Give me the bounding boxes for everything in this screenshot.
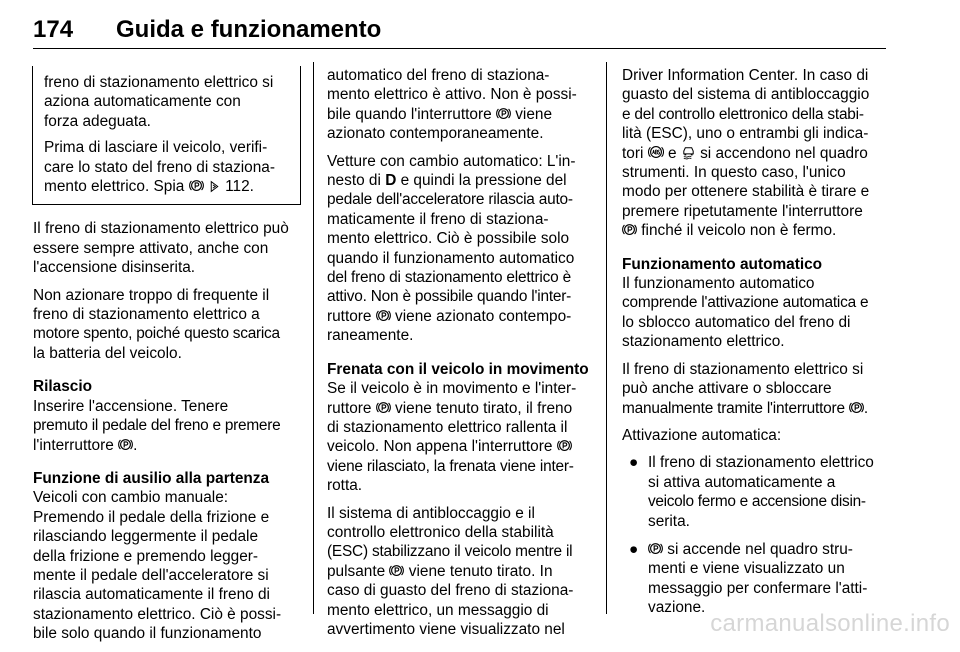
section-heading-funzionamento-automatico: Funzionamento automatico — [622, 255, 823, 273]
bullet-icon: ● — [629, 540, 639, 558]
paragraph: Il freno di stazionamento elettrico si può anche attivare o sbloccare manualmente tramite l'interruttore . — [622, 360, 868, 417]
paragraph: Il freno di stazionamento elettrico può essere sempre attivato, anche con l'accensione disinserita. — [33, 220, 289, 277]
parking-brake-icon — [648, 541, 663, 556]
parking-brake-icon — [557, 438, 572, 453]
parking-brake-icon — [496, 106, 511, 121]
paragraph: automatico del freno di staziona- mento elettrico è attivo. Non è possi- bile quando l'interruttore viene azionato contemporaneamente. — [327, 67, 577, 143]
paragraph: Inserire l'accensione. Tenere premuto il pedale del freno e premere l'interruttore . — [33, 397, 281, 454]
page-reference-icon — [208, 180, 221, 193]
parking-brake-icon — [376, 400, 391, 415]
paragraph: Non azionare troppo di frequente il freno di stazionamento elettrico a motore spento, poiché questo scarica la batteria del veicolo. — [33, 286, 280, 362]
page-header — [33, 12, 886, 49]
paragraph: Il funzionamento automatico comprende l'attivazione automatica e lo sblocco automatico del freno di stazionamento elettrico. — [622, 275, 869, 351]
column-1 — [33, 66, 301, 652]
column-divider — [313, 62, 314, 614]
paragraph: Il sistema di antibloccaggio e il controllo elettronico della stabilità (ESC) stabilizzano il veicolo mentre il pulsante viene tenuto tirato. In caso di guasto del freno di staziona- mento elettrico, un messaggio di avvertimento viene visualizzato nel — [327, 504, 574, 638]
note-box — [32, 66, 301, 205]
column-divider — [606, 62, 607, 614]
bullet-icon: ● — [629, 454, 639, 472]
column-3 — [622, 66, 888, 627]
parking-brake-icon — [389, 563, 404, 578]
gear-d-label: D — [385, 172, 397, 190]
parking-brake-icon — [376, 308, 391, 323]
paragraph: Se il veicolo è in movimento e l'inter- ruttore viene tenuto tirato, il freno di stazionamento elettrico rallenta il veicolo. Non appena l'interruttore viene rilasciato, la frenata viene inter- rotta. — [327, 380, 577, 495]
paragraph: Attivazione automatica: — [622, 426, 782, 444]
abs-warning-icon — [648, 144, 664, 160]
list-item: ● si accende nel quadro stru- menti e viene visualizzato un messaggio per confermare l'atti- vazione. — [629, 540, 868, 617]
page-reference: 112. — [225, 178, 254, 196]
paragraph: Veicoli con cambio manuale: Premendo il pedale della frizione e rilasciando leggermente il pedale della frizione e premendo legger- mente il pedale dell'acceleratore si rilascia automaticamente il freno di stazionamento elettrico. Ciò è possi- bile solo quando il funzionamento — [33, 489, 282, 643]
list-item: ● Il freno di stazionamento elettrico si attiva automaticamente a veicolo fermo e accensione disin- serita. — [629, 454, 874, 530]
parking-brake-icon — [118, 437, 133, 452]
column-2 — [327, 66, 597, 647]
parking-brake-icon — [849, 400, 864, 415]
page-number: 174 — [33, 16, 74, 43]
note-paragraph: freno di stazionamento elettrico si aziona automaticamente con forza adeguata. — [44, 74, 274, 130]
esc-stability-icon — [681, 144, 696, 160]
paragraph: Driver Information Center. In caso di guasto del sistema di antibloccaggio e del controllo elettronico della stabi- lità (ESC), uno o entrambi gli indica- tori e si accendono nel quadro strumenti. In questo caso, l'unico modo per ottenere stabilità è tirare e premere ripetutamente l'interruttore finché il veicolo non è fermo. — [622, 67, 870, 240]
watermark: carmanualsonline.info — [710, 610, 950, 637]
section-heading-rilascio: Rilascio — [33, 378, 93, 396]
parking-brake-icon — [622, 222, 637, 237]
page-title: Guida e funzionamento — [116, 16, 382, 43]
section-heading-funzione: Funzione di ausilio alla partenza — [33, 469, 270, 487]
bullet-list — [622, 453, 888, 617]
note-paragraph: Prima di lasciare il veicolo, verifi- care lo stato del freno di staziona- mento elettrico. Spia 112. — [44, 139, 275, 196]
section-heading-frenata: Frenata con il veicolo in movimento — [327, 360, 589, 378]
paragraph: Vetture con cambio automatico: L'in- nesto di D e quindi la pressione del pedale dell'acceleratore rilascia auto- maticamente il freno di staziona- mento elettrico. Ciò è possibile solo quando il funzionamento automatico del freno di stazionamento elettrico è attivo. Non è possibile quando l'inter- ruttore viene azionato contempo- raneamente. — [327, 152, 576, 345]
parking-brake-icon — [189, 178, 204, 193]
